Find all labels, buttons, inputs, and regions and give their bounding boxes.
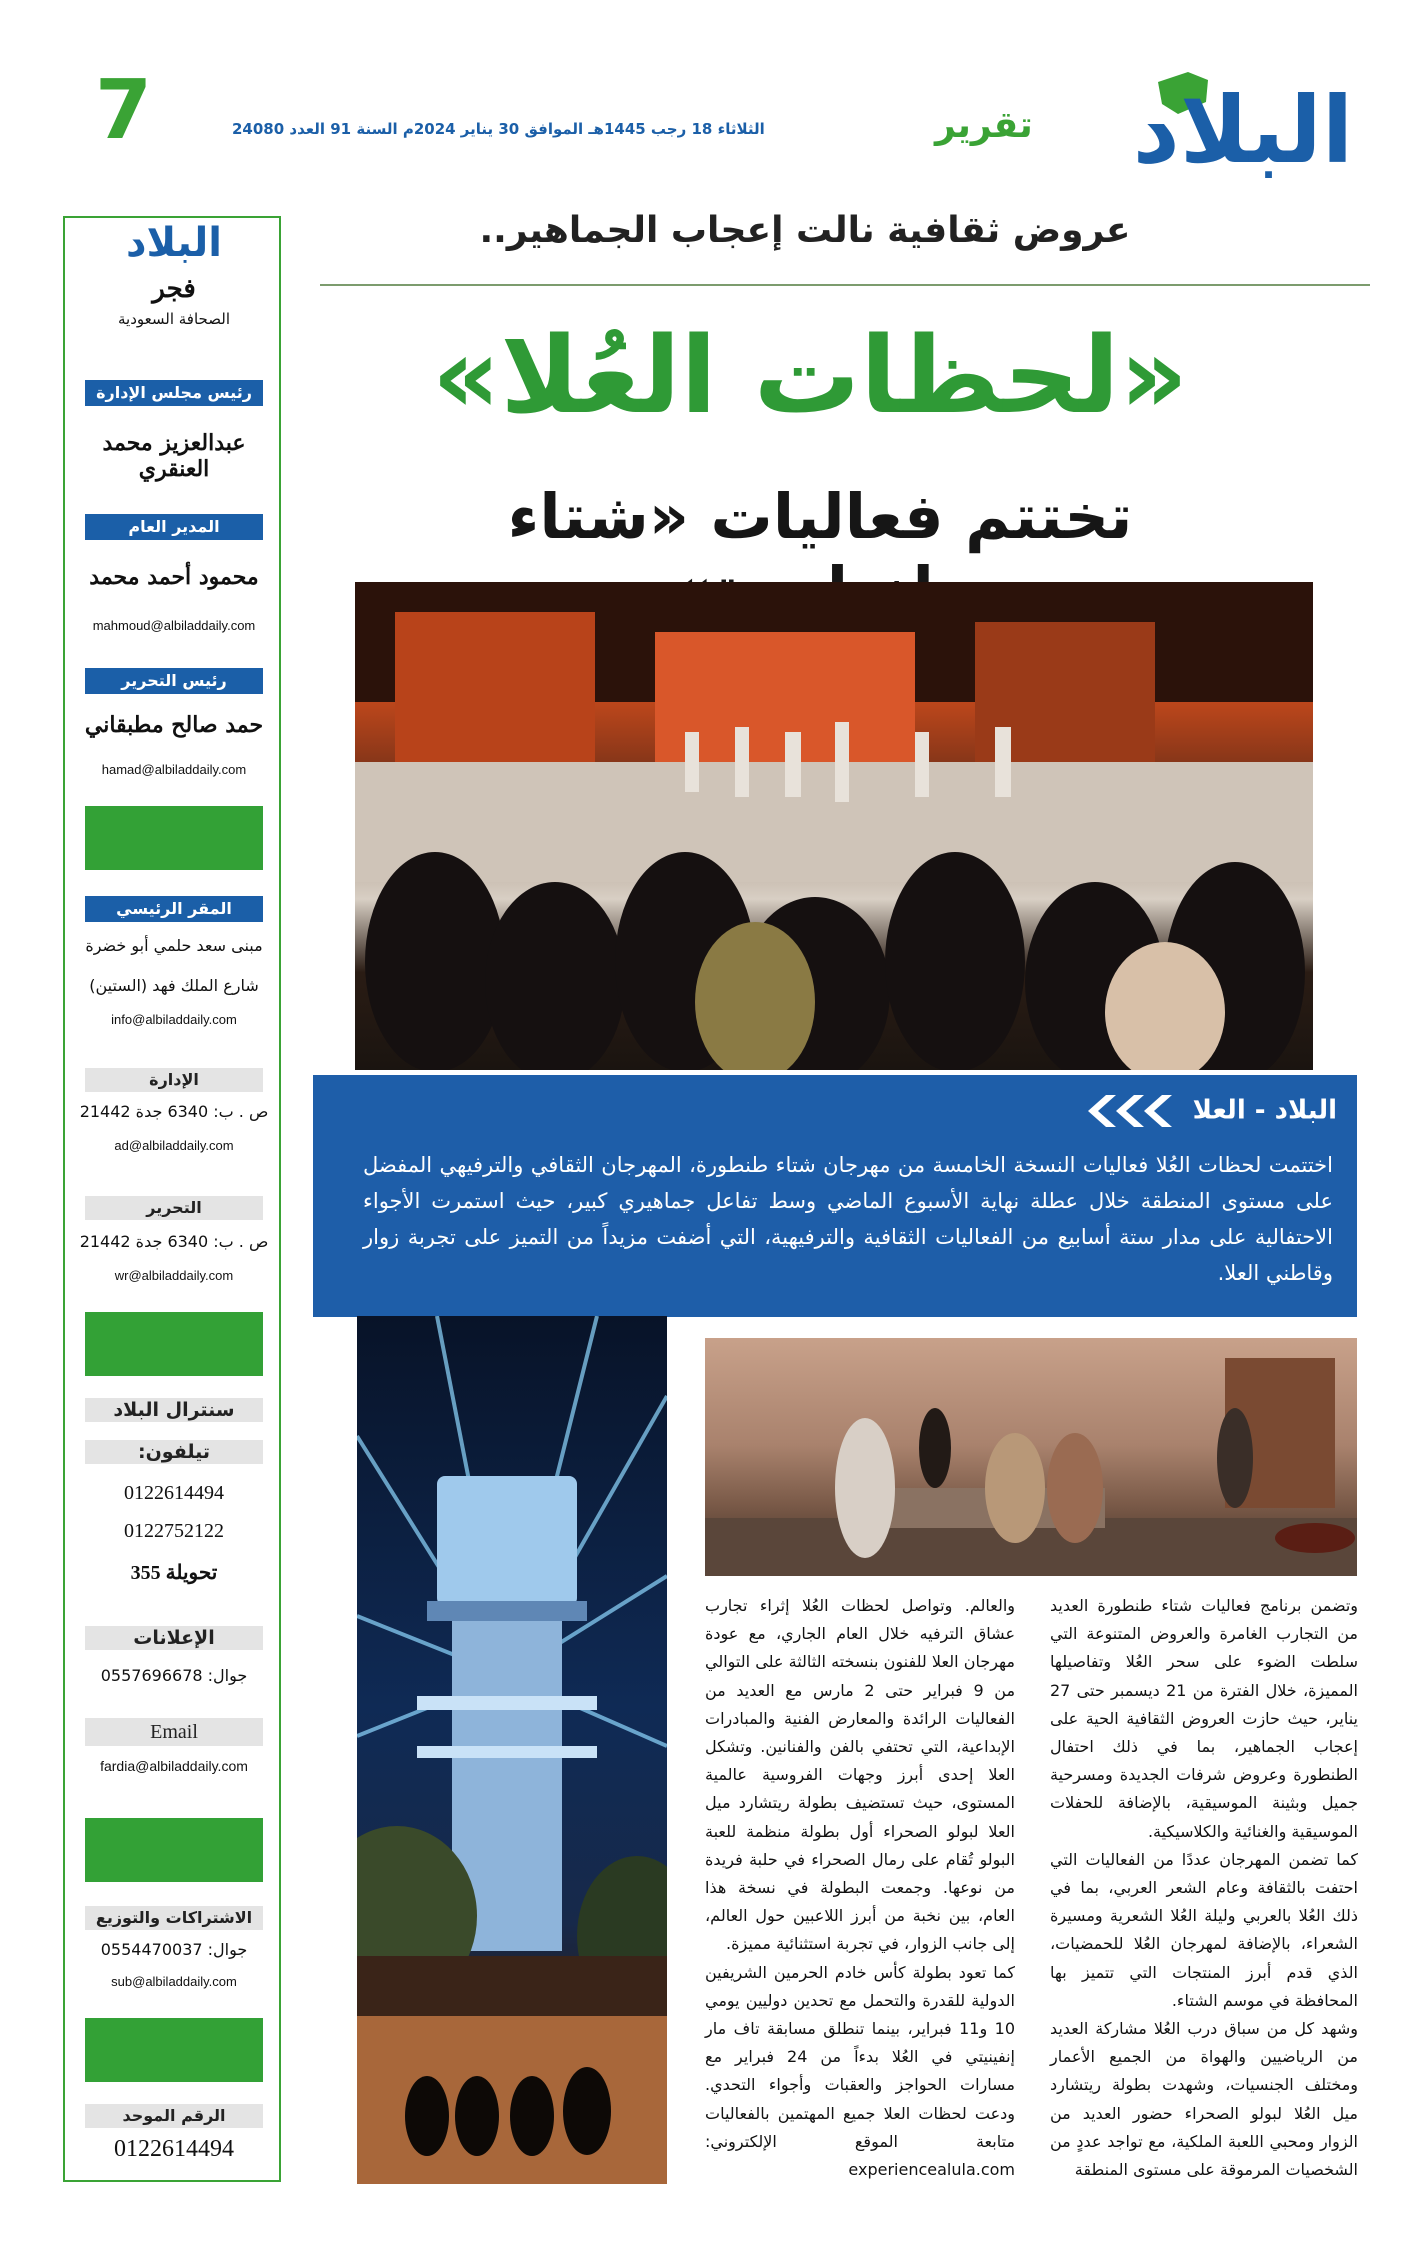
unified-number-label: الرقم الموحد	[85, 2104, 263, 2128]
contact-email: fardia@albiladdaily.com	[100, 1758, 248, 1774]
photo-lit-tower	[357, 1316, 667, 2184]
subscriptions-mobile: جوال: 0554470037	[100, 1940, 248, 1959]
subscriptions-label: الاشتراكات والتوزيع	[85, 1906, 263, 1930]
logo-map-icon	[1118, 52, 1368, 182]
masthead-divider	[320, 284, 1370, 286]
unified-number: 0122614494	[114, 2136, 234, 2162]
phone-2: 0122752122	[124, 1520, 224, 1542]
article-subheadline: تختتم فعاليات «شتاء	[507, 480, 1133, 553]
gm-email: mahmoud@albiladdaily.com	[92, 618, 256, 633]
gm-name: محمود أحمد محمد	[89, 564, 259, 590]
paragraph: وتضمن برنامج فعاليات شتاء طنطورة العديد من التجارب الغامرة والعروض المتنوعة التي سلطت الضوء على سحر العُلا وتفاصيلها المميزة، خلال الفترة من 21 ديسمبر حتى 27 يناير، حيث حازت العروض الثقافية الحية على إعجاب الجماهير، بما في ذلك احتفال الطنطورة وعروض شرفات الجديدة ومسرحية جميل وبثينة الموسيقية، بالإضافة للحفلات الموسيقية والغنائية والكلاسيكية.	[1050, 1596, 1358, 1841]
hq-line-2: شارع الملك فهد (الستين)	[89, 976, 259, 995]
paragraph: وشهد كل من سباق درب العُلا مشاركة العديد من الرياضيين والهواة من الجميع الأعمار ومختلف الجنسيات، وشهدت بطولة ريتشارد ميل العُلا لبولو الصحراء حضور العديد من الزوار ومحبي اللعبة الملكية، مع تواجد عددٍ من الشخصيات المرموقة على مستوى المنطقة	[1050, 2019, 1358, 2180]
admin-email: ad@albiladdaily.com	[114, 1138, 234, 1153]
paragraph: والعالم. وتواصل لحظات العُلا إثراء تجارب عشاق الترفيه خلال العام الجاري، مع عودة مهرجان العلا للفنون بنسخته الثالثة على التوالي من 9 فبراير حتى 2 مارس مع العديد من الفعاليات الرائدة والمعارض الفنية والمبادرات الإبداعية، التي تحتفي بالفن والفنانين. وتشكل العلا إحدى أبرز وجهات الفروسية عالمية المستوى، حيث تستضيف بطولة ريتشارد ميل العلا لبولو الصحراء أول بطولة منظمة للعبة البولو تُقام على رمال الصحراء في حلبة فريدة من نوعها. وجمعت البطولة في نسخة هذا العام، بين نخبة من أبرز اللاعبين حول العالم، إلى جانب الزوار، في تجربة استثنائية مميزة.	[705, 1596, 1016, 1954]
phone-label: تيلفون:	[85, 1440, 263, 1464]
chevrons-icon	[1078, 1091, 1174, 1131]
photo-stage-performance	[355, 582, 1313, 1070]
central-label: سنترال البلاد	[85, 1398, 263, 1422]
editor-label: رئيس التحرير	[85, 668, 263, 694]
green-block	[85, 806, 263, 870]
ads-mobile: جوال: 0557696678	[100, 1666, 248, 1685]
edit-po-box: ص . ب: 6340 جدة 21442	[79, 1232, 269, 1251]
green-block	[85, 2018, 263, 2082]
issue-info: الثلاثاء 18 رجب 1445هـ الموافق 30 يناير 2024م السنة 91 العدد 24080	[232, 120, 765, 138]
extension: تحويلة 355	[130, 1562, 218, 1584]
hq-line-1: مبنى سعد حلمي أبو خضرة	[85, 936, 263, 955]
green-block	[85, 1818, 263, 1882]
admin-label: الإدارة	[85, 1068, 263, 1092]
chairman-label: رئيس مجلس الإدارة	[85, 380, 263, 406]
paragraph: كما تضمن المهرجان عددًا من الفعاليات التي احتفت بالثقافة وعام الشعر العربي، بما في ذلك العُلا بالعربي وليلة العُلا الشعرية ومسيرة الشعراء، بالإضافة لمهرجان العُلا للحمضيات، الذي قدم أبرز المنتجات التي تتميز بها المحافظة في موسم الشتاء.	[1050, 1849, 1358, 2010]
chairman-name: عبدالعزيز محمد العنقري	[102, 430, 246, 482]
photo-heritage-actors	[705, 1338, 1357, 1576]
phone-1: 0122614494	[124, 1482, 224, 1504]
sidebar-logo: البلاد	[126, 220, 222, 266]
hq-email: info@albiladdaily.com	[111, 1012, 237, 1027]
sidebar-tagline: فجر	[152, 274, 196, 304]
sidebar-tagline-sub: الصحافة السعودية	[118, 310, 230, 328]
admin-po-box: ص . ب: 6340 جدة 21442	[79, 1102, 269, 1121]
paragraph: كما تعود بطولة كأس خادم الحرمين الشريفين الدولية للقدرة والتحمل مع تحدين دوليين يومي 10 و11 فبراير، بينما تنطلق مسابقة تاف مار إنفينيتي في العُلا بدءاً من 24 فبراير مع مسارات الحواجز والعقبات وأجواء التحدي. ودعت لحظات العلا جميع المهتمين بالفعاليات متابعة الموقع الإلكتروني: experiencealula.com	[705, 1962, 1016, 2180]
editor-email: hamad@albiladdaily.com	[101, 762, 247, 777]
editor-name: حمد صالح مطبقاني	[84, 712, 264, 738]
section-label: تقرير	[935, 105, 1033, 146]
lead-paragraph: اختتمت لحظات العُلا فعاليات النسخة الخامسة من مهرجان شتاء طنطورة، المهرجان الثقافي والترفيهي المفضل على مستوى المنطقة خلال عطلة نهاية الأسبوع الماضي وسط تفاعل جماهيري كبير، حيث استمرت الأجواء الاحتفالية على مدار ستة أسابيع من الفعاليات الثقافية والترفيهية، التي أضفت مزيداً من التميز على تجربة زوار وقاطني العلا.	[363, 1153, 1333, 1285]
page-number: 7	[95, 63, 153, 158]
ads-label: الإعلانات	[85, 1626, 263, 1650]
lead-box	[313, 1075, 1357, 1317]
gm-label: المدير العام	[85, 514, 263, 540]
byline-text: البلاد - العلا	[1192, 1095, 1337, 1126]
article-kicker: عروض ثقافية نالت إعجاب الجماهير..	[479, 210, 1131, 251]
edit-email: wr@albiladdaily.com	[114, 1268, 234, 1283]
subscriptions-email: sub@albiladdaily.com	[111, 1974, 237, 1989]
staff-sidebar	[63, 216, 281, 2182]
article-column-middle	[705, 1592, 1015, 2184]
email-label: Email	[85, 1718, 263, 1746]
green-block	[85, 1312, 263, 1376]
logo-wordmark: البلاد	[1132, 77, 1354, 182]
article-headline: «لحظات العُلا»	[431, 314, 1189, 437]
newspaper-logo	[1118, 52, 1368, 182]
edit-label: التحرير	[85, 1196, 263, 1220]
hq-label: المقر الرئيسي	[85, 896, 263, 922]
article-column-right	[1050, 1592, 1358, 2184]
byline	[1078, 1091, 1337, 1131]
